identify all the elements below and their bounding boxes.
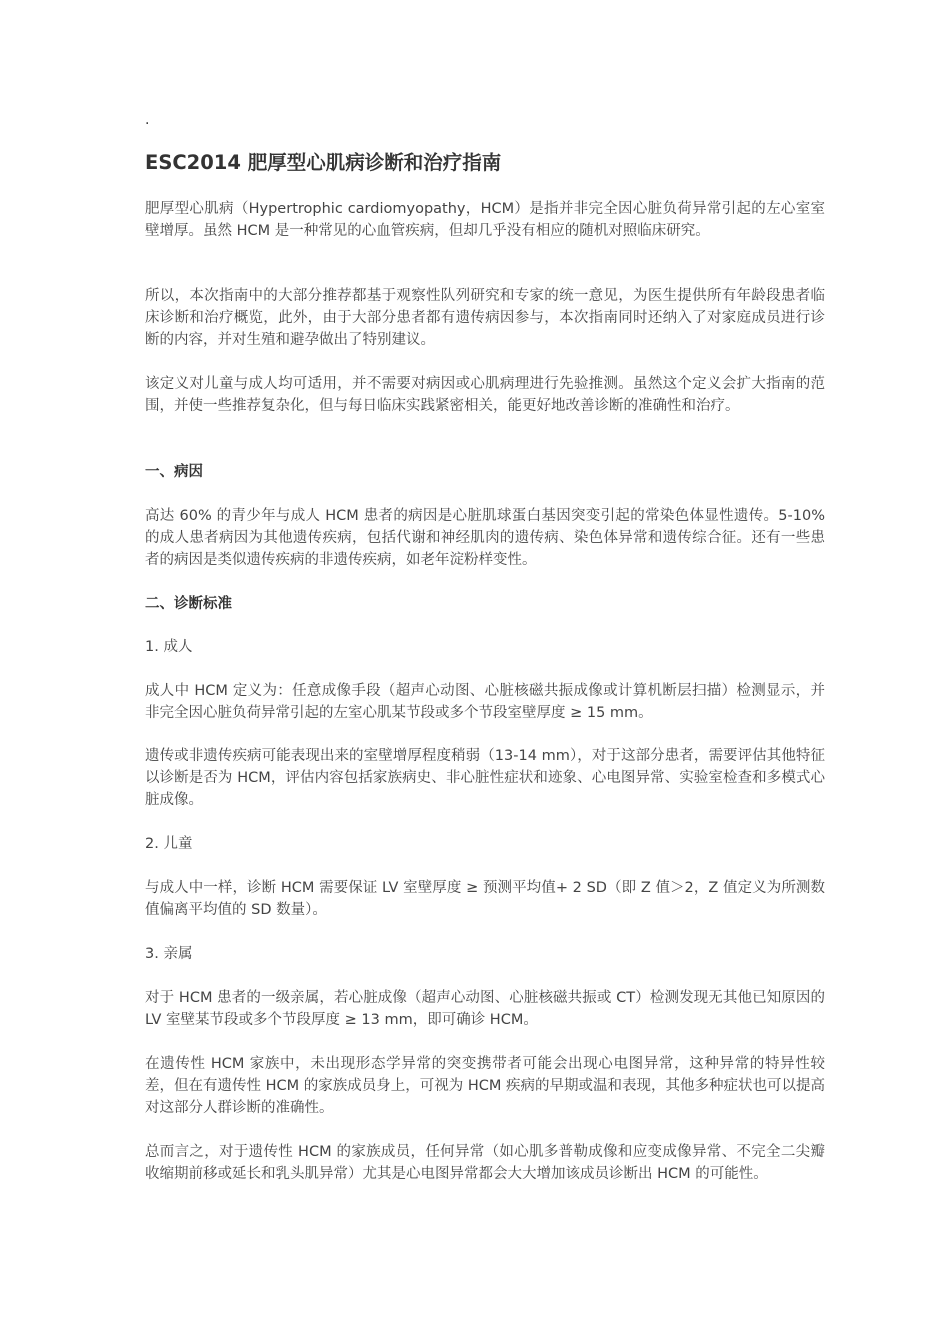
relative-paragraph-3	[145, 1141, 825, 1185]
intro-text-1: 肥厚型心肌病（Hypertrophic cardiomyopathy，HCM）是指并非完全因心脏负荷异常引起的左心室室壁增厚。虽然 HCM 是一种常见的心血管疾病，但却几乎没有相应的随机对照临床研究。	[145, 201, 825, 239]
child-paragraph-1	[145, 877, 825, 921]
section-diagnosis-heading: 二、诊断标准	[145, 596, 232, 612]
section-etiology-heading: 一、病因	[145, 464, 203, 480]
relative-text-1: 对于 HCM 患者的一级亲属，若心脏成像（超声心动图、心脏核磁共振或 CT）检测发现无其他已知原因的 LV 室壁某节段或多个节段厚度 ≥ 13 mm，即可确诊 HCM。	[145, 990, 825, 1028]
intro-text-3: 该定义对儿童与成人均可适用，并不需要对病因或心肌病理进行先验推测。虽然这个定义会扩大指南的范围，并使一些推荐复杂化，但与每日临床实践紧密相关，能更好地改善诊断的准确性和治疗。	[145, 376, 825, 414]
document-title: ESC2014 肥厚型心肌病诊断和治疗指南	[145, 151, 502, 174]
intro-paragraph-3	[145, 373, 825, 417]
intro-paragraph-2	[145, 285, 825, 351]
adult-paragraph-2	[145, 745, 825, 811]
relative-paragraph-2	[145, 1053, 825, 1119]
adult-text-1: 成人中 HCM 定义为：任意成像手段（超声心动图、心脏核磁共振成像或计算机断层扫描）检测显示，并非完全因心脏负荷异常引起的左室心肌某节段或多个节段室壁厚度 ≥ 15 mm。	[145, 683, 825, 721]
relative-paragraph-1	[145, 987, 825, 1031]
relative-text-2: 在遗传性 HCM 家族中，未出现形态学异常的突变携带者可能会出现心电图异常，这种异常的特异性较差，但在有遗传性 HCM 的家族成员身上，可视为 HCM 疾病的早期或温和表现，其他多种症状也可以提高对这部分人群诊断的准确性。	[145, 1056, 826, 1116]
leading-dot: .	[145, 112, 150, 128]
etiology-text: 高达 60% 的青少年与成人 HCM 患者的病因是心脏肌球蛋白基因突变引起的常染色体显性遗传。5-10% 的成人患者病因为其他遗传疾病，包括代谢和神经肌肉的遗传病、染色体异常和遗传综合征。还有一些患者的病因是类似遗传疾病的非遗传疾病，如老年淀粉样变性。	[145, 508, 825, 568]
document-page	[145, 112, 826, 1182]
relative-text-3: 总而言之，对于遗传性 HCM 的家族成员，任何异常（如心肌多普勒成像和应变成像异常、不完全二尖瓣收缩期前移或延长和乳头肌异常）尤其是心电图异常都会大大增加该成员诊断出 HCM 的可能性。	[145, 1144, 825, 1182]
intro-paragraph-1	[145, 198, 825, 242]
relative-subheading: 3. 亲属	[145, 946, 193, 962]
adult-subheading: 1. 成人	[145, 639, 193, 655]
adult-text-2: 遗传或非遗传疾病可能表现出来的室壁增厚程度稍弱（13-14 mm），对于这部分患者，需要评估其他特征以诊断是否为 HCM，评估内容包括家族病史、非心脏性症状和迹象、心电图异常、实验室检查和多模式心脏成像。	[145, 748, 825, 808]
child-text-1: 与成人中一样，诊断 HCM 需要保证 LV 室壁厚度 ≥ 预测平均值+ 2 SD（即 Z 值＞2，Z 值定义为所测数值偏离平均值的 SD 数量）。	[145, 880, 825, 918]
intro-text-2: 所以，本次指南中的大部分推荐都基于观察性队列研究和专家的统一意见，为医生提供所有年龄段患者临床诊断和治疗概览，此外，由于大部分患者都有遗传病因参与，本次指南同时还纳入了对家庭成员进行诊断的内容，并对生殖和避孕做出了特别建议。	[145, 288, 825, 348]
section-etiology-paragraph	[145, 505, 825, 571]
adult-paragraph-1	[145, 680, 825, 724]
child-subheading: 2. 儿童	[145, 836, 193, 852]
